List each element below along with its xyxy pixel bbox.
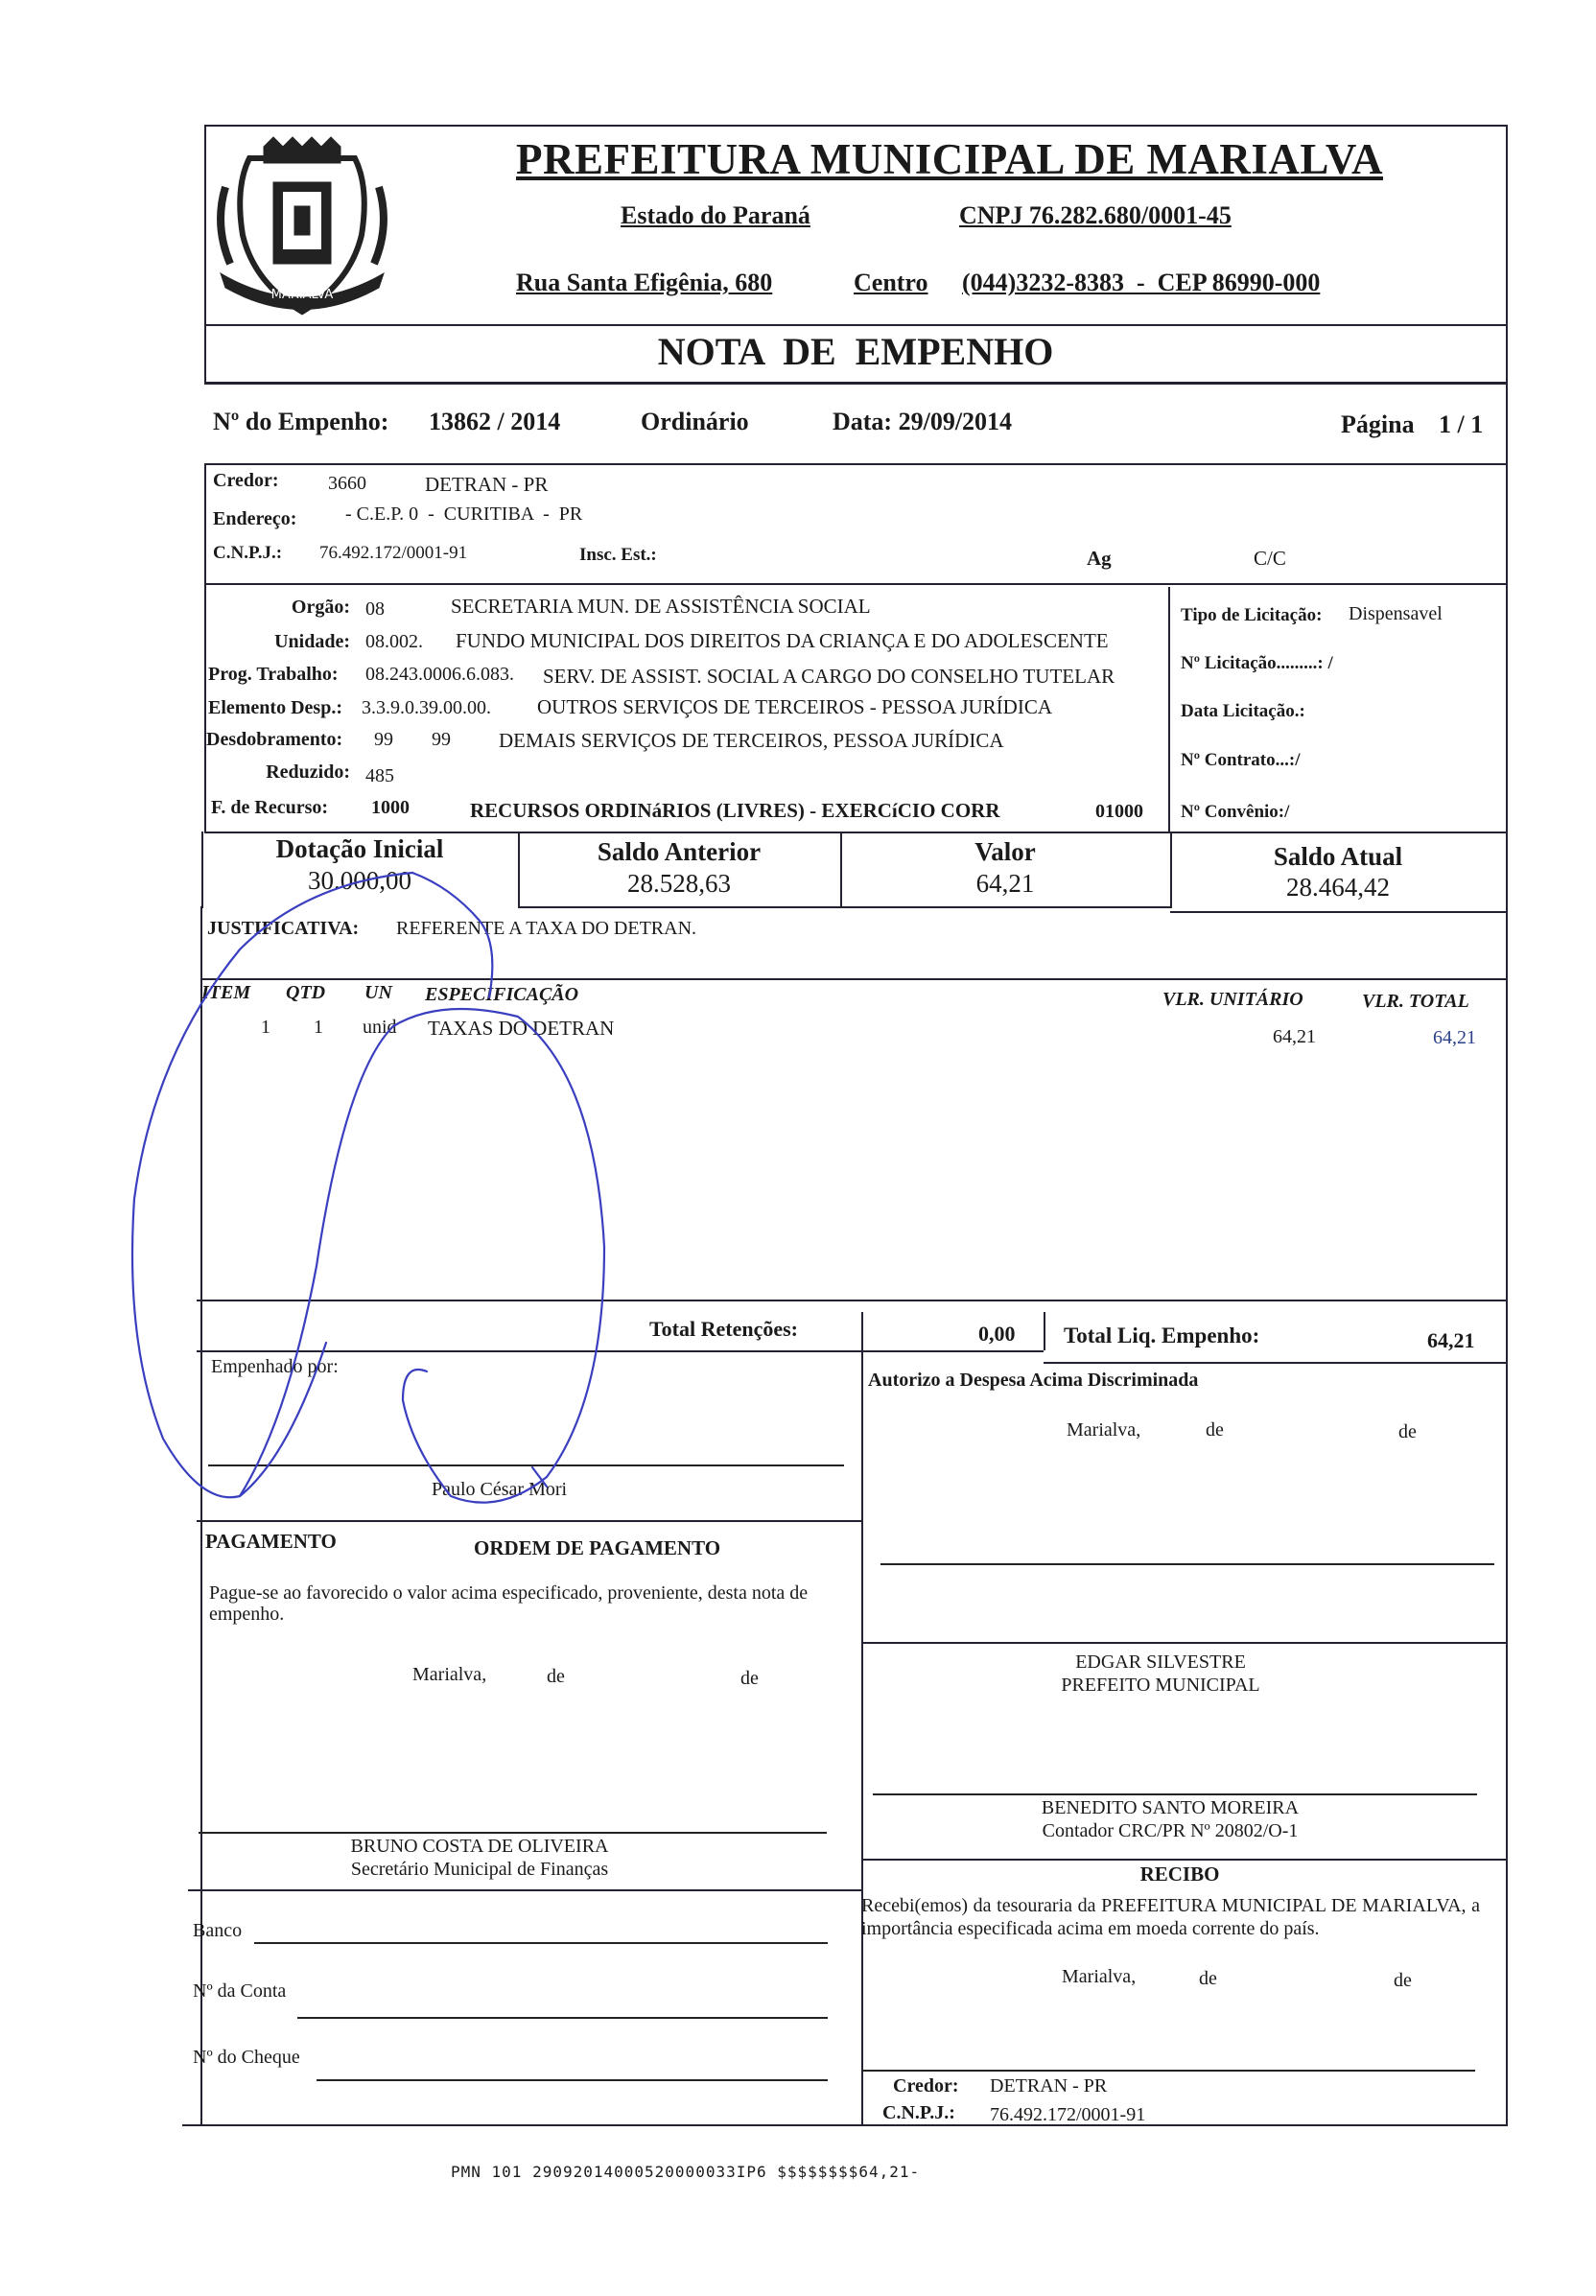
cheque-label: Nº do Cheque <box>193 2047 300 2068</box>
num-licitacao-label: Nº Licitação.........: / <box>1181 653 1333 673</box>
phone-cep-label: (044)3232-8383 - CEP 86990-000 <box>962 269 1321 296</box>
contador-title: Contador CRC/PR Nº 20802/O-1 <box>1042 1820 1299 1841</box>
empenhado-label: Empenhado por: <box>211 1356 339 1377</box>
street-label: Rua Santa Efigênia, 680 <box>516 269 773 296</box>
fonte-code: 1000 <box>371 797 410 818</box>
valor-label: Valor <box>974 837 1036 866</box>
pagamento-label: PAGAMENTO <box>205 1530 337 1553</box>
prog-code: 08.243.0006.6.083. <box>365 664 514 685</box>
empenhado-name: Paulo César Mori <box>432 1479 568 1500</box>
desd-label: Desdobramento: <box>206 729 343 750</box>
insc-est-label: Insc. Est.: <box>579 545 657 565</box>
reduzido-label: Reduzido: <box>266 761 350 783</box>
elem-code: 3.3.9.0.39.00.00. <box>362 697 491 718</box>
justificativa-text: REFERENTE A TAXA DO DETRAN. <box>396 918 697 939</box>
col-un-header: UN <box>364 982 392 1003</box>
page-title: PREFEITURA MUNICIPAL DE MARIALVA <box>515 135 1384 183</box>
cc-label: C/C <box>1254 547 1286 570</box>
secretario-title: Secretário Municipal de Finanças <box>350 1859 609 1880</box>
ag-label: Ag <box>1087 547 1112 570</box>
justificativa-label: JUSTIFICATIVA: <box>207 918 360 939</box>
unidade-code: 08.002. <box>365 631 423 652</box>
unidade-desc: FUNDO MUNICIPAL DOS DIREITOS DA CRIANÇA E DO ADOLESCENTE <box>456 629 1109 652</box>
endereco-label: Endereço: <box>213 508 297 529</box>
banco-label: Banco <box>193 1920 243 1941</box>
liq-label: Total Liq. Empenho: <box>1064 1324 1260 1347</box>
page-number: 1 / 1 <box>1439 410 1484 438</box>
orgao-code: 08 <box>365 598 385 620</box>
empenho-type: Ordinário <box>641 408 749 435</box>
recibo-credor-value: DETRAN - PR <box>990 2075 1108 2097</box>
row-un: unid <box>363 1017 397 1038</box>
contrato-label: Nº Contrato...:/ <box>1181 750 1301 770</box>
empenho-date: Data: 29/09/2014 <box>833 408 1013 435</box>
row-total: 64,21 <box>1433 1027 1476 1048</box>
saldo-anterior-value: 28.528,63 <box>627 869 731 898</box>
district-label: Centro <box>854 269 928 296</box>
fonte-desc: RECURSOS ORDINáRIOS (LIVRES) - EXERCíCIO CORR <box>470 799 1000 822</box>
row-qtd: 1 <box>314 1017 323 1038</box>
page-label: Página <box>1341 410 1415 438</box>
pague-text: Pague-se ao favorecido o valor acima especificado, proveniente, desta nota de empenho. <box>209 1582 809 1625</box>
dotacao-value: 30.000,00 <box>308 866 411 895</box>
footer-code: PMN 101 29092014000520000033IP6 $$$$$$$$64,21- <box>451 2163 921 2181</box>
tipo-licitacao-label: Tipo de Licitação: <box>1181 605 1323 625</box>
col-unit-header: VLR. UNITÁRIO <box>1162 989 1303 1010</box>
recibo-cnpj-label: C.N.P.J.: <box>882 2102 955 2123</box>
recibo-credor-label: Credor: <box>893 2075 959 2097</box>
tipo-licitacao-value: Dispensavel <box>1349 603 1443 624</box>
valor-value: 64,21 <box>975 869 1035 898</box>
desd-desc: DEMAIS SERVIÇOS DE TERCEIROS, PESSOA JURÍDICA <box>499 729 1004 752</box>
elem-label: Elemento Desp.: <box>208 697 342 718</box>
cnpj-credor-label: C.N.P.J.: <box>213 543 283 563</box>
municipal-seal-icon <box>206 129 398 331</box>
recibo-cnpj-value: 76.492.172/0001-91 <box>990 2104 1146 2125</box>
secretario-name: BRUNO COSTA DE OLIVEIRA <box>350 1836 609 1857</box>
pagamento-place: Marialva, <box>412 1664 487 1685</box>
retencoes-value: 0,00 <box>978 1322 1016 1346</box>
recibo-de-1: de <box>1199 1968 1217 1989</box>
unidade-label: Unidade: <box>274 631 350 652</box>
svg-text:MARIALVA: MARIALVA <box>270 288 334 302</box>
pagamento-de-2: de <box>740 1668 759 1689</box>
reduzido-code: 485 <box>365 765 394 786</box>
fonte-suffix: 01000 <box>1095 801 1143 822</box>
recibo-de-2: de <box>1394 1970 1412 1991</box>
autorizo-de-1: de <box>1206 1419 1224 1441</box>
empenho-label: Nº do Empenho: <box>213 408 389 435</box>
data-licitacao-label: Data Licitação.: <box>1181 701 1305 721</box>
dotacao-label: Dotação Inicial <box>275 834 444 863</box>
credor-label: Credor: <box>213 470 279 491</box>
prefeito-name: EDGAR SILVESTRE <box>1075 1652 1246 1673</box>
credor-code: 3660 <box>328 473 366 494</box>
col-total-header: VLR. TOTAL <box>1362 991 1469 1012</box>
orgao-desc: SECRETARIA MUN. DE ASSISTÊNCIA SOCIAL <box>451 595 871 618</box>
elem-desc: OUTROS SERVIÇOS DE TERCEIROS - PESSOA JURÍDICA <box>537 695 1053 718</box>
recibo-title: RECIBO <box>1139 1863 1220 1886</box>
convenio-label: Nº Convênio:/ <box>1181 802 1290 822</box>
contador-name: BENEDITO SANTO MOREIRA <box>1041 1797 1300 1818</box>
orgao-label: Orgão: <box>291 597 350 618</box>
prefeito-title: PREFEITO MUNICIPAL <box>1061 1675 1260 1696</box>
empenho-number: 13862 / 2014 <box>429 408 561 435</box>
autorizo-label: Autorizo a Despesa Acima Discriminada <box>868 1370 1199 1391</box>
conta-label: Nº da Conta <box>193 1980 287 2002</box>
desd-code-1: 99 <box>374 729 393 750</box>
endereco-value: - C.E.P. 0 - CURITIBA - PR <box>345 504 583 525</box>
prog-label: Prog. Trabalho: <box>208 664 339 685</box>
prog-desc: SERV. DE ASSIST. SOCIAL A CARGO DO CONSELHO TUTELAR <box>543 665 1115 688</box>
credor-name: DETRAN - PR <box>425 473 549 496</box>
fonte-label: F. de Recurso: <box>211 797 329 818</box>
autorizo-place: Marialva, <box>1067 1419 1141 1441</box>
col-item-header: ITEM <box>201 982 251 1003</box>
cnpj-label: CNPJ 76.282.680/0001-45 <box>959 201 1232 229</box>
state-label: Estado do Paraná <box>621 201 810 229</box>
row-unit: 64,21 <box>1273 1026 1316 1047</box>
retencoes-label: Total Retenções: <box>649 1317 798 1341</box>
col-espec-header: ESPECIFICAÇÃO <box>425 984 579 1005</box>
saldo-atual-label: Saldo Atual <box>1273 842 1403 871</box>
liq-value: 64,21 <box>1427 1328 1475 1352</box>
recibo-place: Marialva, <box>1062 1966 1137 1987</box>
ordem-label: ORDEM DE PAGAMENTO <box>474 1536 721 1559</box>
cnpj-credor-value: 76.492.172/0001-91 <box>319 543 468 563</box>
pagamento-de-1: de <box>547 1666 565 1687</box>
saldo-atual-value: 28.464,42 <box>1286 873 1390 902</box>
saldo-anterior-label: Saldo Anterior <box>597 837 762 866</box>
col-qtd-header: QTD <box>286 982 326 1003</box>
row-espec: TAXAS DO DETRAN <box>428 1017 615 1040</box>
autorizo-de-2: de <box>1398 1421 1417 1442</box>
desd-code-2: 99 <box>432 729 451 750</box>
row-item: 1 <box>261 1017 270 1038</box>
doc-title: NOTA DE EMPENHO <box>657 330 1054 373</box>
recibo-text: Recebi(emos) da tesouraria da PREFEITURA MUNICIPAL DE MARIALVA, a importância especificada acima em moeda corrente do país. <box>861 1895 1480 1939</box>
